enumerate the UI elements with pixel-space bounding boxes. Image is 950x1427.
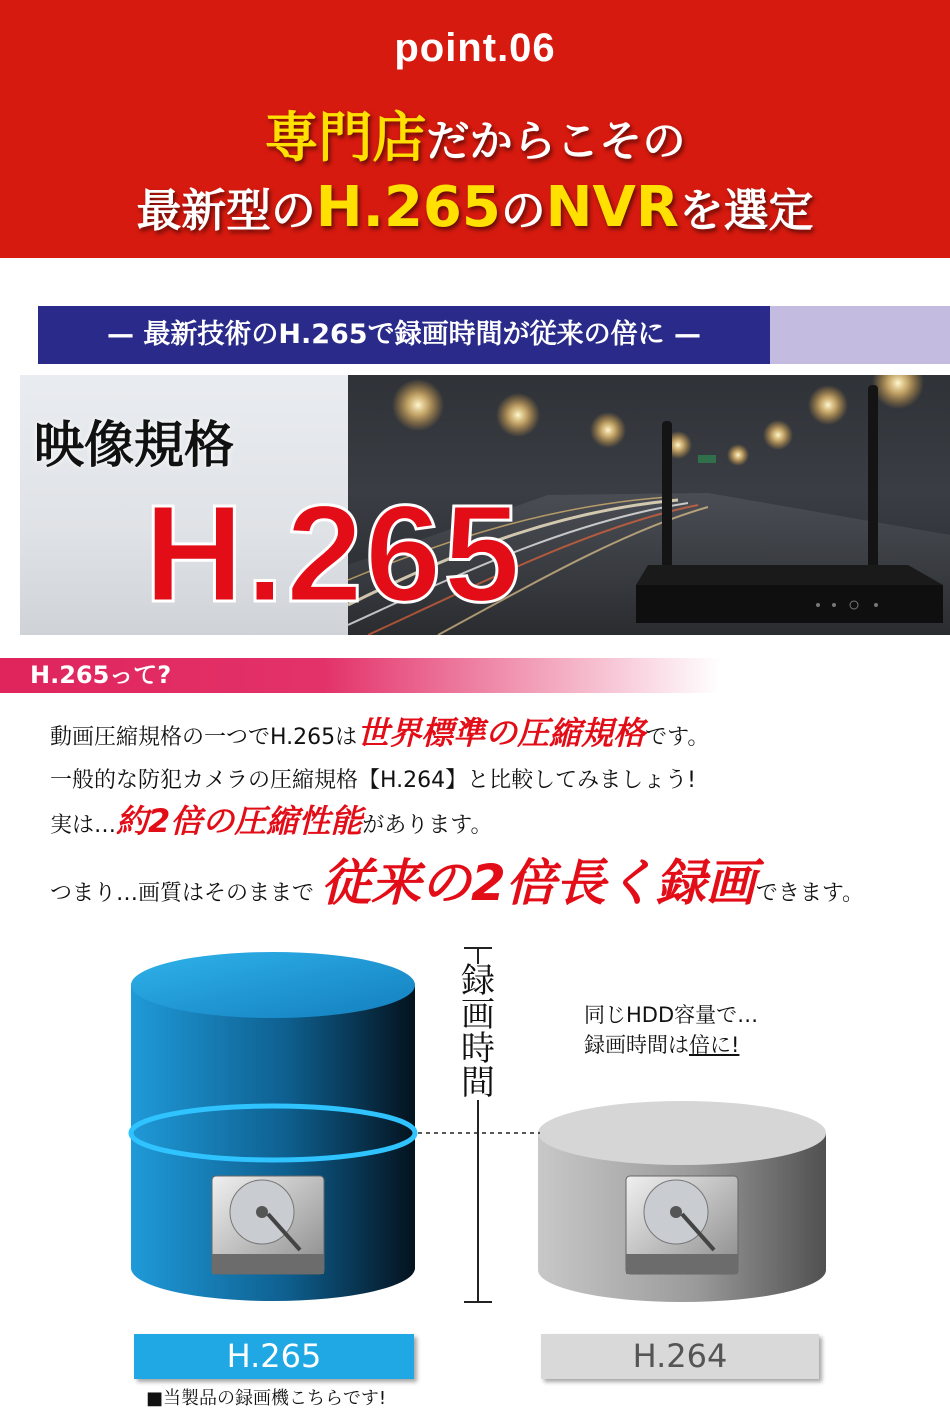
axis-char-4: 間 [461,1063,495,1103]
body-line3-pre: 実は… [50,813,117,838]
hdd-icon-h264 [626,1176,738,1274]
axis-char-1: 録 [461,961,495,1001]
section-header [0,658,720,693]
subtitle-banner-text: — 最新技術のH.265で録画時間が従来の倍に — [38,306,770,364]
body-line1-pre: 動画圧縮規格の一つでH.265は [50,725,358,750]
subtitle-banner [38,306,950,364]
header-line-2 [0,174,950,240]
body-line3-post: があります。 [362,813,493,838]
body-line-3 [50,796,493,842]
point-number: point.06 [394,26,556,70]
hero-photo [20,375,950,635]
header-line1-rest: だからこその [426,117,686,167]
comparison-note [584,1000,758,1060]
hdd-icon-h265 [212,1176,324,1274]
note-line2-pre: 録画時間は [584,1033,689,1057]
recording-time-axis-label [458,961,498,1103]
header-line2-no: の [500,184,546,237]
section-title: H.265って? [30,661,172,689]
photo-h265-label: H.265 [144,477,523,631]
body-line4-pre: つまり…画質はそのままで [50,881,315,906]
body-line4-emphasis: 従来の2倍長く録画 [321,854,756,912]
body-line-1 [50,708,709,754]
header-line2-post: を選定 [678,184,814,237]
header-banner [0,0,950,258]
body-line3-emphasis: 約2倍の圧縮性能 [116,802,363,840]
note-line-1: 同じHDD容量で… [584,1003,759,1027]
note-line2-underlined: 倍に! [689,1033,740,1057]
h265-label: H.265 [134,1334,414,1379]
header-highlight: 専門店 [264,106,427,169]
body-line1-post: です。 [645,725,710,750]
photo-title: 映像規格 [34,416,234,474]
h264-label: H.264 [541,1334,819,1379]
header-line2-pre: 最新型の [136,184,316,237]
note-line-2 [584,1030,758,1060]
header-nvr: NVR [545,175,679,240]
body-line1-emphasis: 世界標準の圧縮規格 [357,714,646,752]
header-h265: H.265 [315,175,501,240]
axis-char-3: 時 [461,1029,495,1069]
body-line-4 [50,843,864,915]
body-line-2: 一般的な防犯カメラの圧縮規格【H.264】と比較してみましょう! [50,768,696,793]
header-line-1 [0,95,950,172]
axis-char-2: 画 [461,995,495,1035]
product-footnote: ■当製品の録画機こちらです! [146,1388,387,1409]
body-line4-post: できます。 [755,881,865,906]
